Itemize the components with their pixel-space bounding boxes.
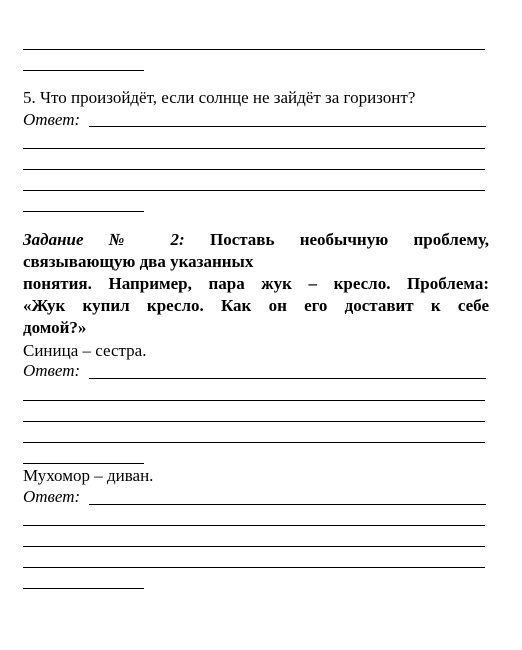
answer-line (23, 442, 485, 443)
answer-label: Ответ: (23, 110, 81, 129)
task-2 (23, 229, 489, 339)
answer-line (23, 525, 485, 526)
answer-label: Ответ: (23, 487, 81, 506)
task-2-line-4: «Жук купил кресло. Как он его доставит к себе (23, 296, 489, 315)
answer-line (23, 190, 485, 191)
answer-label: Ответ: (23, 361, 81, 380)
task-2-line-1 (23, 229, 489, 251)
answer-line-short (23, 588, 144, 589)
answer-line (23, 567, 485, 568)
answer-line-short (23, 211, 144, 212)
pair-1-text: Синица – сестра. (23, 341, 147, 360)
answer-line (23, 400, 485, 401)
task-2-line-3: понятия. Например, пара жук – кресло. Проблема: (23, 274, 489, 293)
answer-line-short (23, 70, 144, 71)
answer-line (23, 546, 485, 547)
task-2-line-5: домой?» (23, 318, 87, 337)
task-2-heading: Задание № 2: (23, 230, 185, 249)
answer-line (89, 378, 486, 379)
answer-line (23, 169, 485, 170)
answer-line (89, 504, 486, 505)
answer-line (89, 126, 486, 127)
answer-line (23, 421, 485, 422)
answer-line-short (23, 463, 144, 464)
pair-2-text: Мухомор – диван. (23, 466, 154, 485)
task-2-line-1-text: Поставь необычную проблему, (184, 230, 489, 249)
task-2-line-2: связывающую два указанных (23, 252, 254, 271)
answer-line (23, 49, 485, 50)
answer-line (23, 148, 485, 149)
question-5-text: 5. Что произойдёт, если солнце не зайдёт за горизонт? (23, 88, 416, 107)
